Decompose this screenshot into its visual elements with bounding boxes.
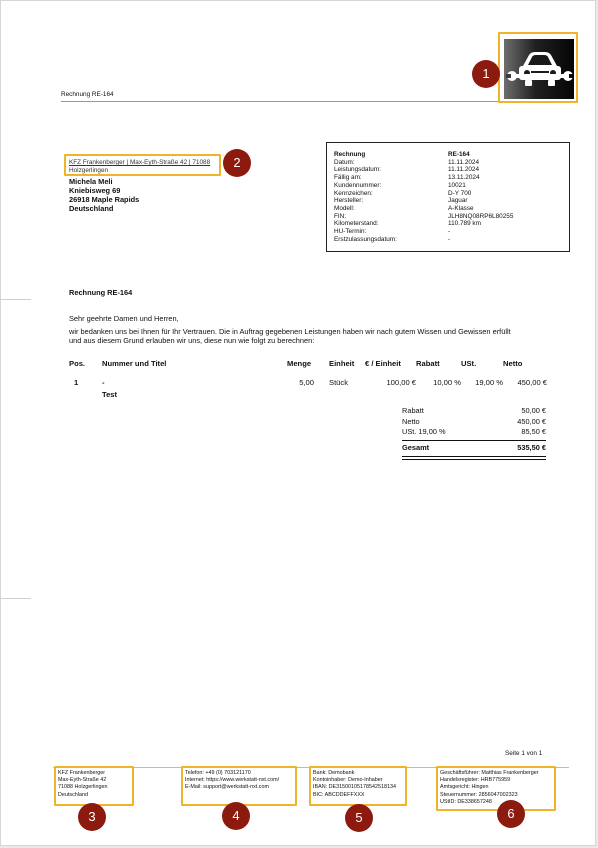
annotation-badge-1: 1 [472, 60, 500, 88]
meta-list [334, 151, 564, 243]
highlight-box-company [54, 766, 134, 806]
meta-rows [334, 159, 564, 244]
footer-phone: Telefon: +49 (0) 703121170 [185, 770, 251, 776]
row-qty: 5,00 [299, 378, 314, 387]
meta-value: 11.11.2024 [448, 158, 480, 166]
total-value-grand: 535,50 € [517, 443, 546, 452]
meta-title-value: RE-164 [448, 151, 470, 158]
footer-company-street: Max-Eyth-Straße 42 [58, 777, 107, 784]
footer-vat-id: UStID: DE338657248 [440, 798, 492, 805]
row-vat: 19,00 % [475, 378, 503, 387]
greeting: Sehr geehrte Damen und Herren, [69, 314, 179, 323]
highlight-box-contact [181, 766, 297, 806]
total-label-grand: Gesamt [402, 443, 430, 452]
total-row-grand [402, 443, 546, 454]
recipient-country: Deutschland [69, 204, 114, 213]
meta-label: Erstzulassungsdatum: [334, 235, 397, 243]
meta-row [334, 182, 564, 190]
footer-bic: BIC: ABCDDEFFXXX [313, 791, 365, 798]
table-row [69, 378, 547, 399]
totals-double-rule-2 [402, 459, 546, 461]
footer-account-holder: Kontoinhaber: Demo-Inhaber [313, 777, 383, 784]
meta-label: Kilometerstand: [334, 220, 379, 228]
meta-label: Leistungsdatum: [334, 166, 381, 174]
meta-value: 10021 [448, 181, 466, 189]
meta-value: JLH8NQ08RP6L80255 [448, 212, 514, 220]
invoice-subject: Rechnung RE-164 [69, 288, 133, 297]
footer-company-country: Deutschland [58, 791, 88, 798]
highlight-box-sender [64, 154, 221, 176]
intro-line-1: wir bedanken uns bei Ihnen für Ihr Vertrauen. Die in Auftrag gegebenen Leistungen haben wir nach gutem Wissen und Gewissen erfüllt [69, 327, 511, 336]
footer-company-name: KFZ Frankenberger [58, 770, 106, 776]
footer-iban: IBAN: DE31500105178542518134 [313, 784, 397, 791]
annotation-badge-6: 6 [497, 800, 525, 828]
items-table [69, 359, 547, 399]
highlight-box-logo [498, 32, 578, 103]
footer-ceo: Geschäftsführer: Matthias Frankenberger [440, 770, 539, 776]
meta-label: Kundennummer: [334, 181, 382, 189]
total-row-discount [402, 406, 546, 417]
totals-block [402, 406, 546, 460]
total-value-net: 450,00 € [517, 416, 546, 426]
total-value-discount: 50,00 € [521, 406, 546, 415]
col-price: € / Einheit [365, 359, 401, 368]
total-row-vat [402, 427, 546, 438]
col-unit: Einheit [329, 359, 355, 368]
col-vat: USt. [461, 359, 477, 368]
row-net: 450,00 € [517, 378, 547, 387]
items-header-row [69, 359, 547, 378]
footer-company-city: 71088 Holzgerlingen [58, 784, 108, 791]
meta-title-row [334, 151, 564, 159]
total-row-net [402, 417, 546, 428]
footer-bank: Bank: Demobank [313, 770, 355, 776]
row-pos: 1 [74, 378, 79, 387]
totals-double-rule-1 [402, 456, 546, 458]
highlight-box-legal [436, 766, 556, 811]
footer-email: E-Mail: support@werkstatt-nxt.com [185, 784, 269, 791]
meta-value: - [448, 228, 451, 236]
footer-register: Handelsregister: HRB775959 [440, 777, 511, 784]
page-number: Seite 1 von 1 [505, 750, 543, 757]
meta-row [334, 197, 564, 205]
meta-row [334, 190, 564, 198]
meta-value: 13.11.2024 [448, 174, 480, 182]
footer-court: Amtsgericht: Hingen [440, 784, 489, 791]
row-unit: Stück [329, 378, 348, 387]
annotation-badge-2: 2 [223, 149, 251, 177]
meta-row [334, 220, 564, 228]
meta-row [334, 174, 564, 182]
sender-line-1: KFZ Frankenberger | Max-Eyth-Straße 42 | 71088 [69, 159, 211, 166]
fold-mark-top [1, 299, 31, 300]
col-discount: Rabatt [416, 359, 440, 368]
meta-label: Fällig am: [334, 174, 362, 182]
meta-label: Hersteller: [334, 197, 364, 205]
totals-rule [402, 440, 546, 442]
fold-mark-bottom [1, 598, 31, 599]
sender-line-2: Holzgerlingen [69, 167, 109, 174]
meta-row [334, 159, 564, 167]
total-label-vat: USt. 19,00 % [402, 427, 446, 436]
meta-value: 11.11.2024 [448, 166, 480, 174]
row-title-cell [102, 378, 287, 399]
annotation-badge-4: 4 [222, 802, 250, 830]
intro-line-2: und aus diesem Grund erlauben wir uns, diese nun wie folgt zu berechnen: [69, 336, 315, 345]
annotation-badge-3: 3 [78, 803, 106, 831]
total-label-discount: Rabatt [402, 406, 424, 415]
total-label-net: Netto [402, 416, 420, 426]
total-value-vat: 85,50 € [521, 427, 546, 436]
recipient-name: Michela Meli [69, 177, 113, 186]
invoice-meta-box [326, 142, 570, 252]
meta-row [334, 213, 564, 221]
recipient-street: Kniebisweg 69 [69, 186, 121, 195]
row-title: Test [102, 390, 118, 399]
meta-row [334, 166, 564, 174]
meta-value: - [448, 235, 451, 243]
meta-row [334, 205, 564, 213]
recipient-address [69, 177, 139, 213]
recipient-city: 26918 Maple Rapids [69, 195, 140, 204]
col-pos: Pos. [69, 359, 86, 368]
meta-label: FIN: [334, 212, 347, 220]
meta-row [334, 228, 564, 236]
meta-value: 110.789 km [448, 220, 481, 228]
row-price: 100,00 € [386, 378, 416, 387]
footer-website: Internet: https://www.werkstatt-nxt.com/ [185, 777, 280, 784]
intro-text [69, 327, 549, 345]
row-number: - [102, 378, 105, 387]
meta-value: A-Klasse [448, 204, 474, 212]
col-title: Nummer und Titel [102, 359, 167, 368]
meta-value: Jaguar [448, 197, 468, 205]
annotation-badge-5: 5 [345, 804, 373, 832]
meta-label: Datum: [334, 158, 355, 166]
meta-title: Rechnung [334, 151, 366, 158]
highlight-box-bank [309, 766, 407, 806]
meta-label: Kennzeichen: [334, 189, 373, 197]
meta-row [334, 236, 564, 244]
row-discount: 10,00 % [433, 378, 461, 387]
footer-tax-number: Steuernummer: 2856047002323 [440, 791, 518, 798]
meta-label: Modell: [334, 204, 355, 212]
col-qty: Menge [287, 359, 312, 368]
col-net: Netto [503, 359, 523, 368]
header-doc-ref: Rechnung RE-164 [61, 91, 114, 98]
meta-value: D-Y 700 [448, 189, 472, 197]
meta-label: HU-Termin: [334, 228, 367, 236]
